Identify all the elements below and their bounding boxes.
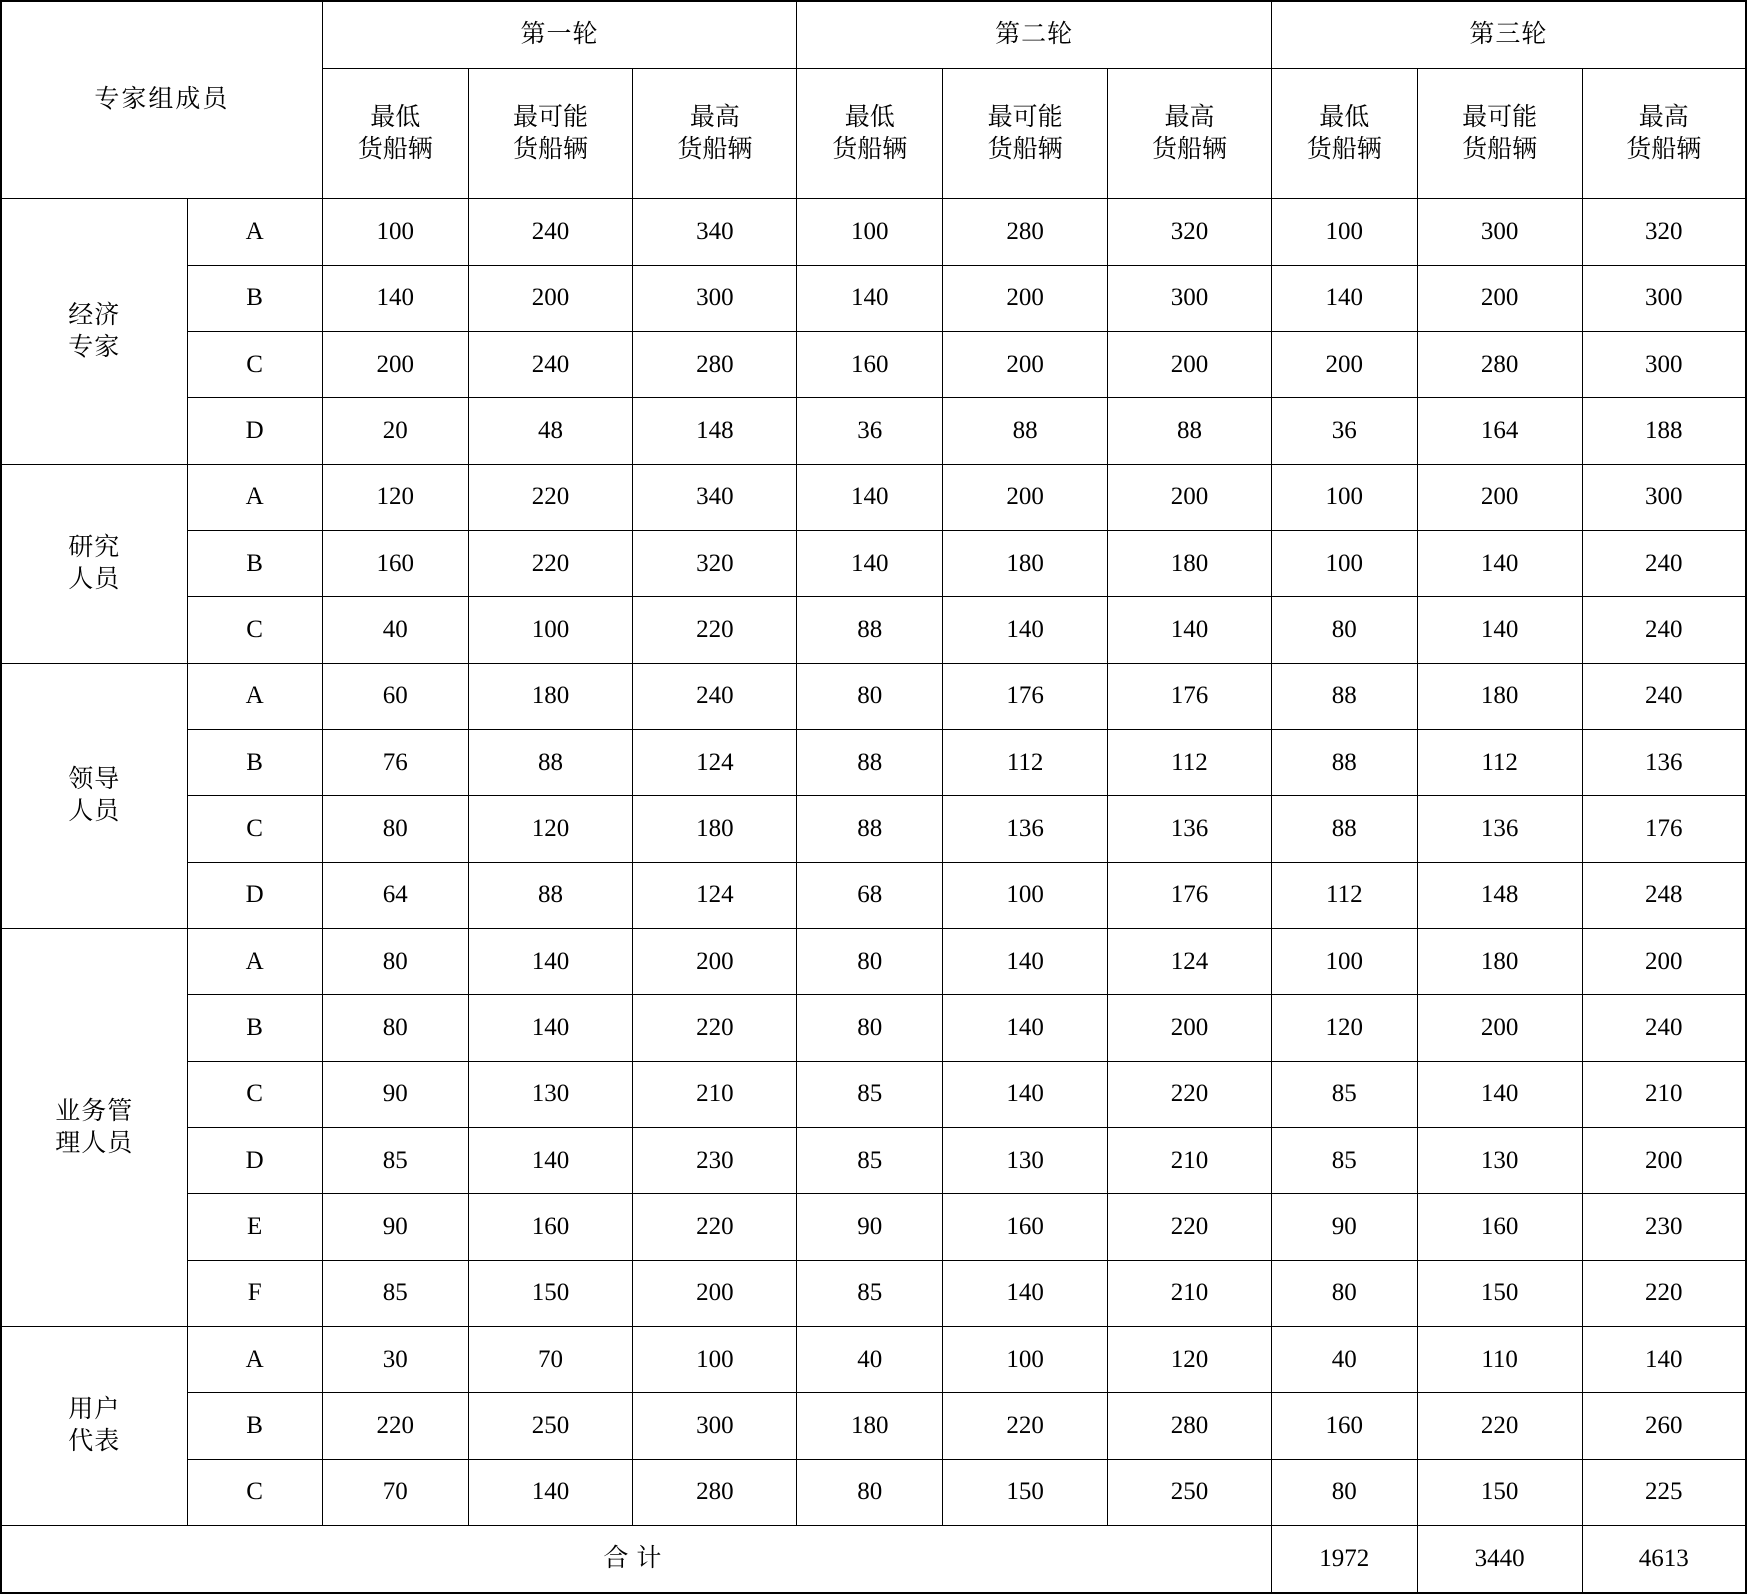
cell-value: 148 (633, 398, 797, 464)
cell-value: 160 (943, 1194, 1108, 1260)
cell-value: 188 (1582, 398, 1746, 464)
member-label: C (187, 332, 322, 398)
cell-value: 176 (943, 663, 1108, 729)
cell-value: 124 (1108, 929, 1272, 995)
cell-value: 200 (633, 929, 797, 995)
cell-value: 100 (1271, 464, 1417, 530)
member-label: B (187, 995, 322, 1061)
cell-value: 150 (1417, 1459, 1582, 1525)
cell-value: 64 (322, 862, 468, 928)
cell-value: 300 (633, 265, 797, 331)
cell-value: 140 (1417, 597, 1582, 663)
cell-value: 210 (1582, 1061, 1746, 1127)
cell-value: 48 (468, 398, 633, 464)
cell-value: 150 (943, 1459, 1108, 1525)
table-row (1, 1393, 1746, 1459)
header-sub-r1-max (633, 68, 797, 199)
group-label-economists (1, 199, 187, 464)
cell-value: 220 (1108, 1194, 1272, 1260)
group-label-line1: 经济 (68, 301, 121, 329)
cell-value: 20 (322, 398, 468, 464)
cell-value: 130 (1417, 1128, 1582, 1194)
cell-value: 80 (322, 929, 468, 995)
cell-value: 136 (1582, 730, 1746, 796)
cell-value: 140 (468, 1459, 633, 1525)
cell-value: 120 (1271, 995, 1417, 1061)
cell-value: 80 (797, 663, 943, 729)
cell-value: 80 (1271, 1459, 1417, 1525)
total-value-min: 1972 (1271, 1526, 1417, 1593)
cell-value: 150 (1417, 1260, 1582, 1326)
cell-value: 160 (797, 332, 943, 398)
member-label: A (187, 199, 322, 265)
member-label: C (187, 796, 322, 862)
member-label: B (187, 730, 322, 796)
cell-value: 40 (322, 597, 468, 663)
header-sub-line2: 货船辆 (832, 135, 908, 163)
cell-value: 70 (468, 1327, 633, 1393)
cell-value: 320 (1108, 199, 1272, 265)
cell-value: 85 (797, 1128, 943, 1194)
header-row-rounds (1, 1, 1746, 68)
member-label: C (187, 1061, 322, 1127)
cell-value: 230 (1582, 1194, 1746, 1260)
cell-value: 112 (1108, 730, 1272, 796)
cell-value: 70 (322, 1459, 468, 1525)
cell-value: 176 (1108, 663, 1272, 729)
cell-value: 240 (1582, 531, 1746, 597)
cell-value: 180 (797, 1393, 943, 1459)
cell-value: 100 (322, 199, 468, 265)
cell-value: 220 (1582, 1260, 1746, 1326)
cell-value: 320 (633, 531, 797, 597)
group-label-line2: 人员 (68, 797, 121, 825)
cell-value: 112 (943, 730, 1108, 796)
header-sub-line1: 最可能 (1462, 103, 1538, 131)
cell-value: 160 (1271, 1393, 1417, 1459)
cell-value: 80 (797, 1459, 943, 1525)
header-sub-r1-min (322, 68, 468, 199)
group-label-line1: 研究 (68, 533, 121, 561)
cell-value: 180 (1108, 531, 1272, 597)
cell-value: 76 (322, 730, 468, 796)
cell-value: 140 (1417, 1061, 1582, 1127)
cell-value: 164 (1417, 398, 1582, 464)
header-sub-line1: 最高 (1638, 103, 1689, 131)
header-round-2: 第二轮 (797, 1, 1272, 68)
header-corner-label: 专家组成员 (1, 1, 322, 199)
cell-value: 200 (1582, 929, 1746, 995)
cell-value: 140 (943, 1260, 1108, 1326)
cell-value: 300 (1108, 265, 1272, 331)
member-label: B (187, 531, 322, 597)
table-row (1, 796, 1746, 862)
cell-value: 140 (797, 265, 943, 331)
cell-value: 36 (1271, 398, 1417, 464)
cell-value: 220 (468, 531, 633, 597)
cell-value: 140 (468, 1128, 633, 1194)
cell-value: 140 (1271, 265, 1417, 331)
header-sub-line1: 最高 (689, 103, 740, 131)
group-label-business-managers (1, 929, 187, 1327)
cell-value: 280 (633, 332, 797, 398)
cell-value: 88 (468, 730, 633, 796)
cell-value: 300 (1417, 199, 1582, 265)
cell-value: 100 (468, 597, 633, 663)
header-sub-line2: 货船辆 (1306, 135, 1382, 163)
member-label: C (187, 1459, 322, 1525)
member-label: A (187, 663, 322, 729)
group-label-line2: 代表 (68, 1428, 121, 1456)
cell-value: 140 (468, 995, 633, 1061)
cell-value: 136 (1108, 796, 1272, 862)
group-label-line2: 人员 (68, 565, 121, 593)
cell-value: 220 (468, 464, 633, 530)
cell-value: 140 (943, 597, 1108, 663)
cell-value: 90 (797, 1194, 943, 1260)
cell-value: 30 (322, 1327, 468, 1393)
cell-value: 200 (1108, 995, 1272, 1061)
cell-value: 88 (1271, 730, 1417, 796)
header-sub-r1-likely (468, 68, 633, 199)
cell-value: 85 (1271, 1128, 1417, 1194)
cell-value: 140 (1582, 1327, 1746, 1393)
cell-value: 240 (1582, 995, 1746, 1061)
table-row (1, 663, 1746, 729)
cell-value: 88 (468, 862, 633, 928)
cell-value: 200 (943, 332, 1108, 398)
cell-value: 120 (1108, 1327, 1272, 1393)
cell-value: 80 (1271, 597, 1417, 663)
cell-value: 40 (797, 1327, 943, 1393)
cell-value: 100 (1271, 929, 1417, 995)
cell-value: 300 (1582, 265, 1746, 331)
cell-value: 100 (1271, 199, 1417, 265)
cell-value: 300 (1582, 464, 1746, 530)
cell-value: 230 (633, 1128, 797, 1194)
table-row (1, 597, 1746, 663)
cell-value: 100 (633, 1327, 797, 1393)
cell-value: 200 (468, 265, 633, 331)
cell-value: 200 (1417, 995, 1582, 1061)
cell-value: 120 (322, 464, 468, 530)
member-label: B (187, 1393, 322, 1459)
cell-value: 280 (1417, 332, 1582, 398)
cell-value: 60 (322, 663, 468, 729)
header-sub-line1: 最低 (370, 103, 421, 131)
cell-value: 200 (1271, 332, 1417, 398)
totals-label: 合计 (1, 1526, 1271, 1593)
cell-value: 80 (797, 929, 943, 995)
table-row (1, 398, 1746, 464)
group-label-line2: 理人员 (55, 1129, 134, 1157)
header-sub-r2-likely (943, 68, 1108, 199)
cell-value: 220 (633, 1194, 797, 1260)
header-round-3: 第三轮 (1271, 1, 1746, 68)
cell-value: 140 (943, 929, 1108, 995)
group-label-researchers (1, 464, 187, 663)
cell-value: 250 (468, 1393, 633, 1459)
cell-value: 85 (322, 1128, 468, 1194)
table-row (1, 1327, 1746, 1393)
cell-value: 180 (1417, 929, 1582, 995)
cell-value: 210 (633, 1061, 797, 1127)
group-label-line1: 用户 (68, 1396, 121, 1424)
cell-value: 68 (797, 862, 943, 928)
cell-value: 90 (322, 1061, 468, 1127)
cell-value: 88 (1271, 663, 1417, 729)
cell-value: 80 (797, 995, 943, 1061)
cell-value: 40 (1271, 1327, 1417, 1393)
header-sub-line2: 货船辆 (513, 135, 589, 163)
group-label-line1: 业务管 (55, 1097, 134, 1125)
group-label-line2: 专家 (68, 333, 121, 361)
member-label: E (187, 1194, 322, 1260)
cell-value: 140 (943, 995, 1108, 1061)
table-row (1, 464, 1746, 530)
header-sub-line2: 货船辆 (677, 135, 753, 163)
cell-value: 210 (1108, 1260, 1272, 1326)
cell-value: 280 (943, 199, 1108, 265)
cell-value: 140 (797, 531, 943, 597)
header-sub-line1: 最低 (844, 103, 895, 131)
cell-value: 80 (1271, 1260, 1417, 1326)
cell-value: 300 (1582, 332, 1746, 398)
cell-value: 130 (468, 1061, 633, 1127)
cell-value: 136 (1417, 796, 1582, 862)
cell-value: 248 (1582, 862, 1746, 928)
cell-value: 200 (1108, 464, 1272, 530)
cell-value: 340 (633, 464, 797, 530)
cell-value: 160 (322, 531, 468, 597)
cell-value: 176 (1108, 862, 1272, 928)
cell-value: 100 (943, 862, 1108, 928)
header-sub-line1: 最可能 (513, 103, 589, 131)
cell-value: 140 (1108, 597, 1272, 663)
cell-value: 160 (468, 1194, 633, 1260)
cell-value: 220 (943, 1393, 1108, 1459)
cell-value: 240 (1582, 597, 1746, 663)
cell-value: 200 (633, 1260, 797, 1326)
cell-value: 112 (1417, 730, 1582, 796)
cell-value: 140 (468, 929, 633, 995)
member-label: C (187, 597, 322, 663)
table-row (1, 862, 1746, 928)
member-label: D (187, 862, 322, 928)
header-round-1: 第一轮 (322, 1, 797, 68)
cell-value: 300 (633, 1393, 797, 1459)
group-label-user-representatives (1, 1327, 187, 1526)
cell-value: 240 (468, 199, 633, 265)
cell-value: 140 (322, 265, 468, 331)
cell-value: 200 (1417, 464, 1582, 530)
cell-value: 88 (797, 597, 943, 663)
member-label: A (187, 1327, 322, 1393)
group-label-leaders (1, 663, 187, 928)
cell-value: 136 (943, 796, 1108, 862)
cell-value: 124 (633, 730, 797, 796)
cell-value: 210 (1108, 1128, 1272, 1194)
header-sub-line2: 货船辆 (357, 135, 433, 163)
member-label: A (187, 464, 322, 530)
header-sub-r3-max (1582, 68, 1746, 199)
member-label: D (187, 398, 322, 464)
cell-value: 110 (1417, 1327, 1582, 1393)
cell-value: 140 (943, 1061, 1108, 1127)
header-sub-line2: 货船辆 (1151, 135, 1227, 163)
group-label-line1: 领导 (68, 765, 121, 793)
header-sub-line1: 最高 (1164, 103, 1215, 131)
cell-value: 200 (943, 464, 1108, 530)
cell-value: 220 (1108, 1061, 1272, 1127)
table-row (1, 1459, 1746, 1525)
header-sub-r3-min (1271, 68, 1417, 199)
cell-value: 112 (1271, 862, 1417, 928)
cell-value: 225 (1582, 1459, 1746, 1525)
cell-value: 200 (943, 265, 1108, 331)
header-sub-line1: 最低 (1319, 103, 1370, 131)
cell-value: 260 (1582, 1393, 1746, 1459)
cell-value: 124 (633, 862, 797, 928)
member-label: A (187, 929, 322, 995)
table-row (1, 1194, 1746, 1260)
header-sub-r2-min (797, 68, 943, 199)
header-sub-line2: 货船辆 (1626, 135, 1702, 163)
cell-value: 88 (797, 730, 943, 796)
table-row (1, 1128, 1746, 1194)
header-sub-line2: 货船辆 (987, 135, 1063, 163)
cell-value: 85 (797, 1260, 943, 1326)
table-row (1, 332, 1746, 398)
total-value-likely: 3440 (1417, 1526, 1582, 1593)
cell-value: 220 (1417, 1393, 1582, 1459)
header-sub-r2-max (1108, 68, 1272, 199)
table-row (1, 265, 1746, 331)
cell-value: 220 (633, 995, 797, 1061)
table-row (1, 531, 1746, 597)
cell-value: 180 (633, 796, 797, 862)
cell-value: 80 (322, 995, 468, 1061)
cell-value: 180 (468, 663, 633, 729)
cell-value: 280 (633, 1459, 797, 1525)
cell-value: 150 (468, 1260, 633, 1326)
cell-value: 180 (943, 531, 1108, 597)
member-label: B (187, 265, 322, 331)
cell-value: 340 (633, 199, 797, 265)
cell-value: 90 (1271, 1194, 1417, 1260)
cell-value: 176 (1582, 796, 1746, 862)
cell-value: 85 (322, 1260, 468, 1326)
cell-value: 280 (1108, 1393, 1272, 1459)
cell-value: 88 (1108, 398, 1272, 464)
cell-value: 200 (1108, 332, 1272, 398)
header-sub-r3-likely (1417, 68, 1582, 199)
cell-value: 88 (797, 796, 943, 862)
cell-value: 85 (1271, 1061, 1417, 1127)
cell-value: 240 (633, 663, 797, 729)
table-row (1, 1061, 1746, 1127)
cell-value: 36 (797, 398, 943, 464)
cell-value: 200 (1417, 265, 1582, 331)
cell-value: 220 (322, 1393, 468, 1459)
cell-value: 100 (797, 199, 943, 265)
cell-value: 85 (797, 1061, 943, 1127)
cell-value: 320 (1582, 199, 1746, 265)
cell-value: 180 (1417, 663, 1582, 729)
table-row (1, 730, 1746, 796)
member-label: D (187, 1128, 322, 1194)
cell-value: 90 (322, 1194, 468, 1260)
member-label: F (187, 1260, 322, 1326)
cell-value: 160 (1417, 1194, 1582, 1260)
cell-value: 120 (468, 796, 633, 862)
header-sub-line1: 最可能 (987, 103, 1063, 131)
cell-value: 100 (943, 1327, 1108, 1393)
cell-value: 100 (1271, 531, 1417, 597)
cell-value: 200 (1582, 1128, 1746, 1194)
cell-value: 140 (1417, 531, 1582, 597)
total-value-max: 4613 (1582, 1526, 1746, 1593)
cell-value: 130 (943, 1128, 1108, 1194)
cell-value: 88 (943, 398, 1108, 464)
cell-value: 200 (322, 332, 468, 398)
cell-value: 88 (1271, 796, 1417, 862)
table-row (1, 199, 1746, 265)
cell-value: 240 (468, 332, 633, 398)
table-row (1, 1260, 1746, 1326)
cell-value: 140 (797, 464, 943, 530)
table-row (1, 929, 1746, 995)
cell-value: 220 (633, 597, 797, 663)
cell-value: 250 (1108, 1459, 1272, 1525)
cell-value: 148 (1417, 862, 1582, 928)
cell-value: 80 (322, 796, 468, 862)
table-row (1, 995, 1746, 1061)
totals-row (1, 1526, 1746, 1593)
header-sub-line2: 货船辆 (1462, 135, 1538, 163)
cell-value: 240 (1582, 663, 1746, 729)
